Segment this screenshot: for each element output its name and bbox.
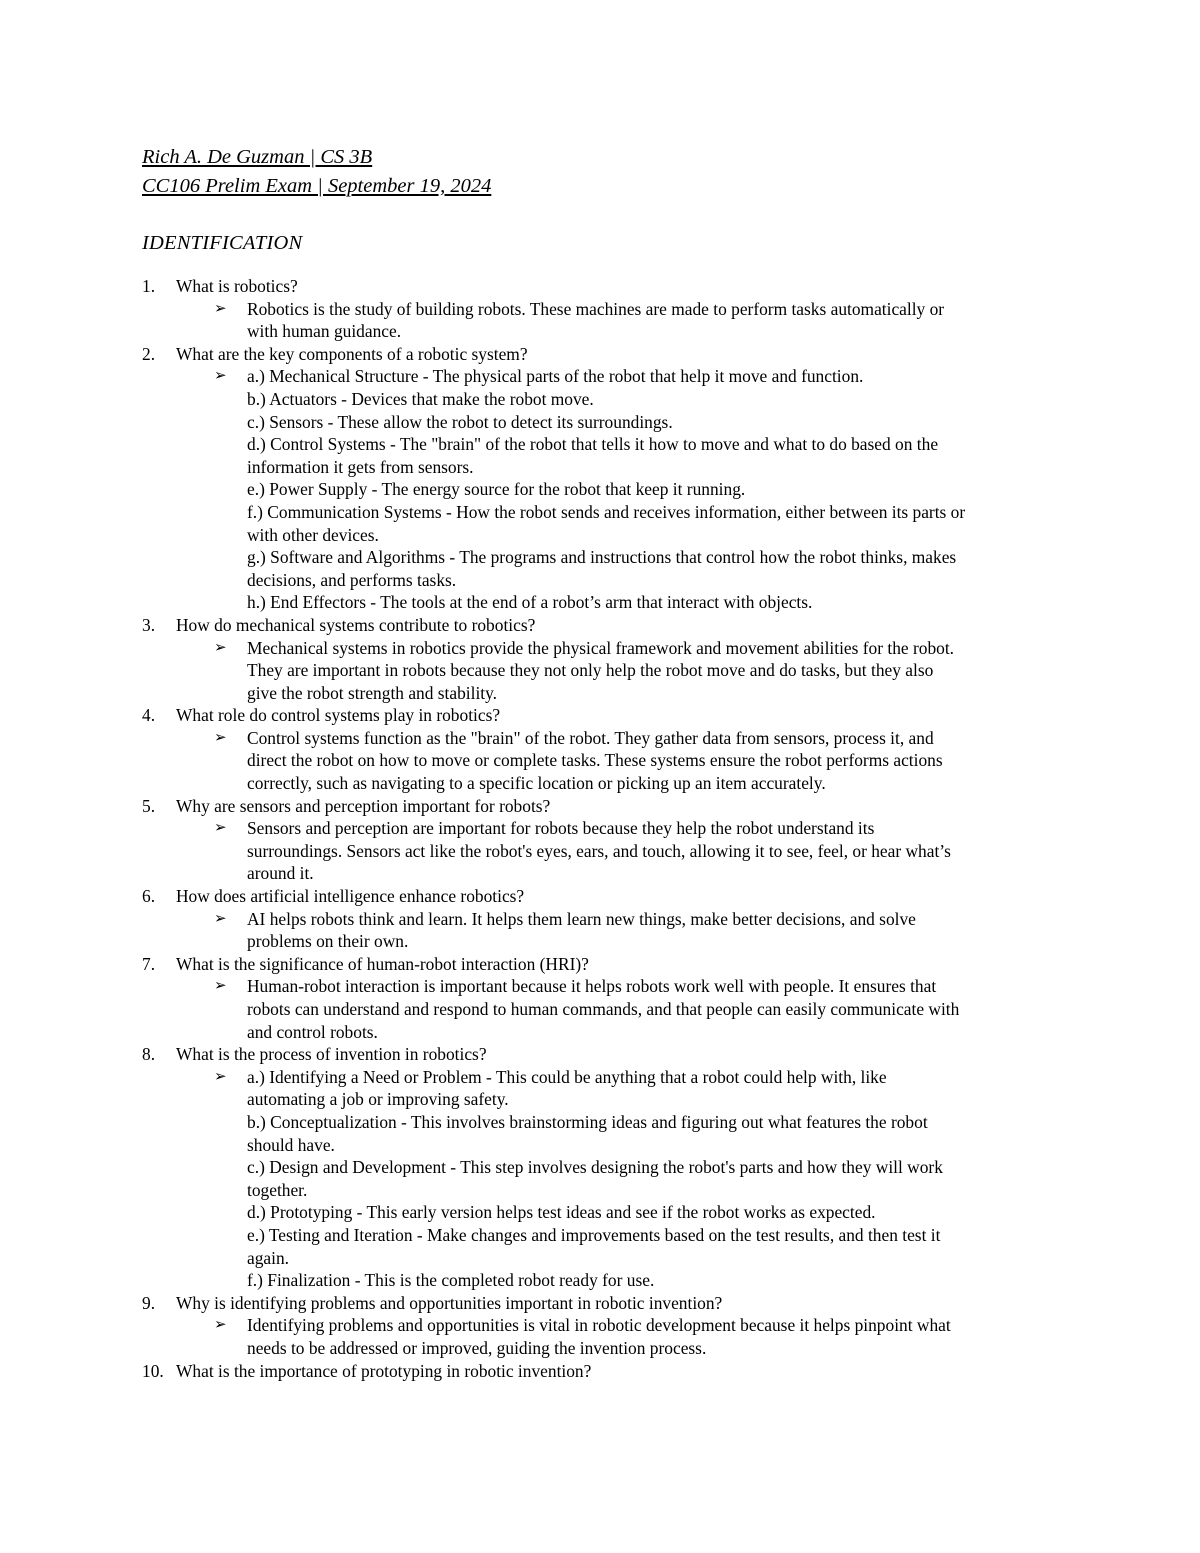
arrow-bullet-icon: ➢ bbox=[214, 1317, 227, 1334]
answer-line: should have. bbox=[247, 1134, 335, 1155]
arrow-bullet-icon: ➢ bbox=[214, 820, 227, 837]
answer-line: Identifying problems and opportunities is vital in robotic development because it helps pinpoint what bbox=[247, 1315, 951, 1336]
arrow-bullet-icon: ➢ bbox=[214, 910, 227, 927]
answer-line: b.) Actuators - Devices that make the robot move. bbox=[247, 388, 594, 409]
question-number: 3. bbox=[142, 614, 156, 635]
exam-line: CC106 Prelim Exam | September 19, 2024 bbox=[142, 175, 492, 197]
question-item bbox=[142, 795, 1067, 885]
answer-line: Sensors and perception are important for robots because they help the robot understand its bbox=[247, 818, 875, 839]
section-title: IDENTIFICATION bbox=[142, 232, 303, 254]
answer-line: e.) Testing and Iteration - Make changes and improvements based on the test results, and then test it bbox=[247, 1224, 941, 1245]
answer-line: with other devices. bbox=[247, 524, 379, 545]
question-number: 4. bbox=[142, 705, 156, 726]
answer-line: automating a job or improving safety. bbox=[247, 1089, 509, 1110]
arrow-bullet-icon: ➢ bbox=[214, 368, 227, 385]
question-text: What is the importance of prototyping in robotic invention? bbox=[176, 1360, 592, 1381]
answer-line: surroundings. Sensors act like the robot's eyes, ears, and touch, allowing it to see, feel, or hear what’s bbox=[247, 840, 951, 861]
question-item bbox=[142, 1292, 1067, 1360]
answer-block bbox=[214, 637, 1067, 705]
answer-line: a.) Identifying a Need or Problem - This could be anything that a robot could help with, like bbox=[247, 1066, 887, 1087]
answer-line: Mechanical systems in robotics provide the physical framework and movement abilities for the robot. bbox=[247, 637, 955, 658]
arrow-bullet-icon: ➢ bbox=[214, 978, 227, 995]
arrow-bullet-icon: ➢ bbox=[214, 300, 227, 317]
answer-line: a.) Mechanical Structure - The physical parts of the robot that help it move and function. bbox=[247, 366, 864, 387]
answer-line: Robotics is the study of building robots. These machines are made to perform tasks automatically or bbox=[247, 298, 945, 319]
answer-line: together. bbox=[247, 1179, 308, 1200]
answer-line: information it gets from sensors. bbox=[247, 456, 474, 477]
answer-line: needs to be addressed or improved, guiding the invention process. bbox=[247, 1337, 707, 1358]
arrow-bullet-icon: ➢ bbox=[214, 729, 227, 746]
answer-line: problems on their own. bbox=[247, 931, 409, 952]
answer-line: f.) Finalization - This is the completed robot ready for use. bbox=[247, 1270, 655, 1291]
question-number: 1. bbox=[142, 276, 156, 296]
arrow-bullet-icon: ➢ bbox=[214, 1068, 227, 1085]
answer-line: with human guidance. bbox=[247, 321, 402, 342]
question-item bbox=[142, 343, 1067, 614]
arrow-bullet-icon: ➢ bbox=[214, 639, 227, 656]
answer-block bbox=[214, 365, 1067, 614]
answer-block bbox=[214, 727, 1067, 795]
answer-block bbox=[214, 298, 1067, 343]
question-list bbox=[142, 275, 1067, 1382]
answer-block bbox=[214, 1066, 1067, 1292]
question-text: What is robotics? bbox=[176, 276, 298, 296]
question-text: How does artificial intelligence enhance robotics? bbox=[176, 886, 525, 907]
question-number: 10. bbox=[142, 1360, 164, 1381]
question-number: 9. bbox=[142, 1292, 156, 1313]
answer-line: robots can understand and respond to human commands, and that people can easily communicate with bbox=[247, 999, 960, 1019]
answer-line: AI helps robots think and learn. It helps them learn new things, make better decisions, and solve bbox=[247, 908, 916, 929]
question-number: 2. bbox=[142, 343, 156, 364]
question-number: 7. bbox=[142, 953, 156, 974]
question-item bbox=[142, 275, 1067, 343]
answer-line: Control systems function as the "brain" of the robot. They gather data from sensors, process it, and bbox=[247, 727, 934, 748]
answer-line: Human-robot interaction is important because it helps robots work well with people. It ensures that bbox=[247, 976, 937, 997]
answer-line: decisions, and performs tasks. bbox=[247, 569, 457, 590]
answer-line: correctly, such as navigating to a specific location or picking up an item accurately. bbox=[247, 773, 826, 794]
answer-block bbox=[214, 975, 1067, 1043]
question-item bbox=[142, 1360, 1067, 1383]
answer-line: again. bbox=[247, 1247, 290, 1268]
question-item bbox=[142, 614, 1067, 704]
question-item bbox=[142, 1043, 1067, 1292]
question-text: What is the process of invention in robotics? bbox=[176, 1044, 487, 1065]
answer-line: and control robots. bbox=[247, 1021, 378, 1042]
question-text: What is the significance of human-robot interaction (HRI)? bbox=[176, 953, 589, 974]
answer-line: c.) Sensors - These allow the robot to detect its surroundings. bbox=[247, 411, 673, 432]
question-text: What role do control systems play in robotics? bbox=[176, 705, 501, 726]
question-item bbox=[142, 704, 1067, 794]
question-number: 8. bbox=[142, 1044, 156, 1065]
question-text: Why are sensors and perception important for robots? bbox=[176, 795, 551, 816]
answer-line: d.) Prototyping - This early version helps test ideas and see if the robot works as expected. bbox=[247, 1202, 876, 1223]
answer-line: h.) End Effectors - The tools at the end of a robot’s arm that interact with objects. bbox=[247, 592, 813, 613]
answer-block bbox=[214, 817, 1067, 885]
question-text: How do mechanical systems contribute to robotics? bbox=[176, 614, 536, 635]
author-line: Rich A. De Guzman | CS 3B bbox=[142, 146, 373, 168]
question-text: What are the key components of a robotic system? bbox=[176, 343, 528, 364]
answer-line: b.) Conceptualization - This involves brainstorming ideas and figuring out what features the robot bbox=[247, 1111, 928, 1132]
question-number: 5. bbox=[142, 795, 156, 816]
answer-line: f.) Communication Systems - How the robot sends and receives information, either between its parts or bbox=[247, 501, 966, 522]
answer-line: g.) Software and Algorithms - The programs and instructions that control how the robot thinks, makes bbox=[247, 547, 957, 568]
answer-line: d.) Control Systems - The "brain" of the robot that tells it how to move and what to do based on the bbox=[247, 434, 939, 455]
question-item bbox=[142, 885, 1067, 953]
question-item bbox=[142, 953, 1067, 1043]
question-text: Why is identifying problems and opportunities important in robotic invention? bbox=[176, 1292, 723, 1313]
answer-line: around it. bbox=[247, 863, 314, 884]
answer-block bbox=[214, 1314, 1067, 1359]
question-number: 6. bbox=[142, 886, 156, 907]
answer-line: direct the robot on how to move or complete tasks. These systems ensure the robot performs actions bbox=[247, 750, 943, 771]
answer-line: c.) Design and Development - This step involves designing the robot's parts and how they will work bbox=[247, 1157, 943, 1178]
document-header bbox=[142, 143, 491, 201]
answer-line: They are important in robots because they not only help the robot move and do tasks, but they also bbox=[247, 660, 934, 681]
answer-line: e.) Power Supply - The energy source for the robot that keep it running. bbox=[247, 479, 746, 500]
answer-line: give the robot strength and stability. bbox=[247, 682, 498, 703]
answer-block bbox=[214, 908, 1067, 953]
